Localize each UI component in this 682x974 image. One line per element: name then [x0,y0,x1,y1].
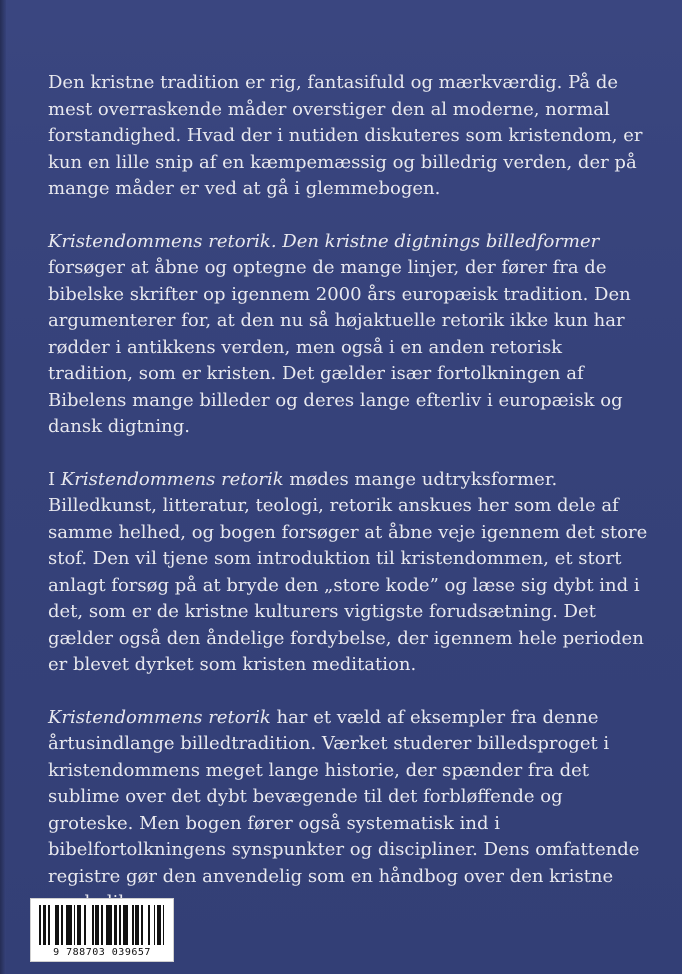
paragraph-3-prefix: I [48,468,61,490]
barcode-stripe [163,905,165,945]
paragraph-4 [48,705,648,917]
paragraph-3-text: mødes mange udtryksformer. Billedkunst, litteratur, teologi, retorik anskues her som dele af samme helhed, og bogen forsøger at åbne veje igennem det store stof. Den vil tjene som introduktion til kristendommen, et stort anlagt forsøg på at bryde den „store kode” og læse sig dybt ind i det, som er de kristne kulturers vigtigste forudsætning. Det gælder også den åndelige fordybelse, der igennem hele perioden er blevet dyrket som kristen meditation. [48,468,648,675]
paragraph-3 [48,467,648,679]
barcode [30,898,174,962]
paragraph-2 [48,229,648,441]
book-title-italic: Kristendommens retorik [60,468,284,490]
paragraph-2-text: forsøger at åbne og optegne de mange linjer, der fører fra de bibelske skrifter op igennem 2000 års europæisk tradition. Den argumenterer for, at den nu så højaktuelle retorik ikke kun har rødder i antikkens verden, men også i en anden retorisk tradition, som er kristen. Det gælder især fortolkningen af Bibelens mange billeder og deres lange efterliv i europæisk og dansk digtning. [48,257,631,437]
book-title-italic: Kristendommens retorik. Den kristne digtnings billedformer [48,230,600,252]
book-title-italic: Kristendommens retorik [48,706,271,728]
spine-edge [0,0,6,974]
isbn-number: 9 788703 039657 [53,947,151,958]
paragraph-4-text: har et væld af eksempler fra denne årtusindlange billedtradition. Værket studerer billedsproget i kristendommens meget lange historie, der spænder fra det sublime over det dybt bevægende til det forbløffende og groteske. Men bogen fører også systematisk ind i bibelfortolkningens synspunkter og discipliner. Dens omfattende registre gør den anvendelig som en håndbog over den kristne [48,706,640,887]
barcode-bars [39,905,165,945]
paragraph-1: Den kristne tradition er rig, fantasifuld og mærkværdig. På de mest overraskende måder overstiger den al moderne, normal forstandighed. Hvad der i nutiden diskuteres som kristendom, er kun en lille snip af en kæmpemæssig og billedrig verden, der på mange måder er ved at gå i glemmebogen. [48,72,643,199]
blurb-text [48,70,648,943]
